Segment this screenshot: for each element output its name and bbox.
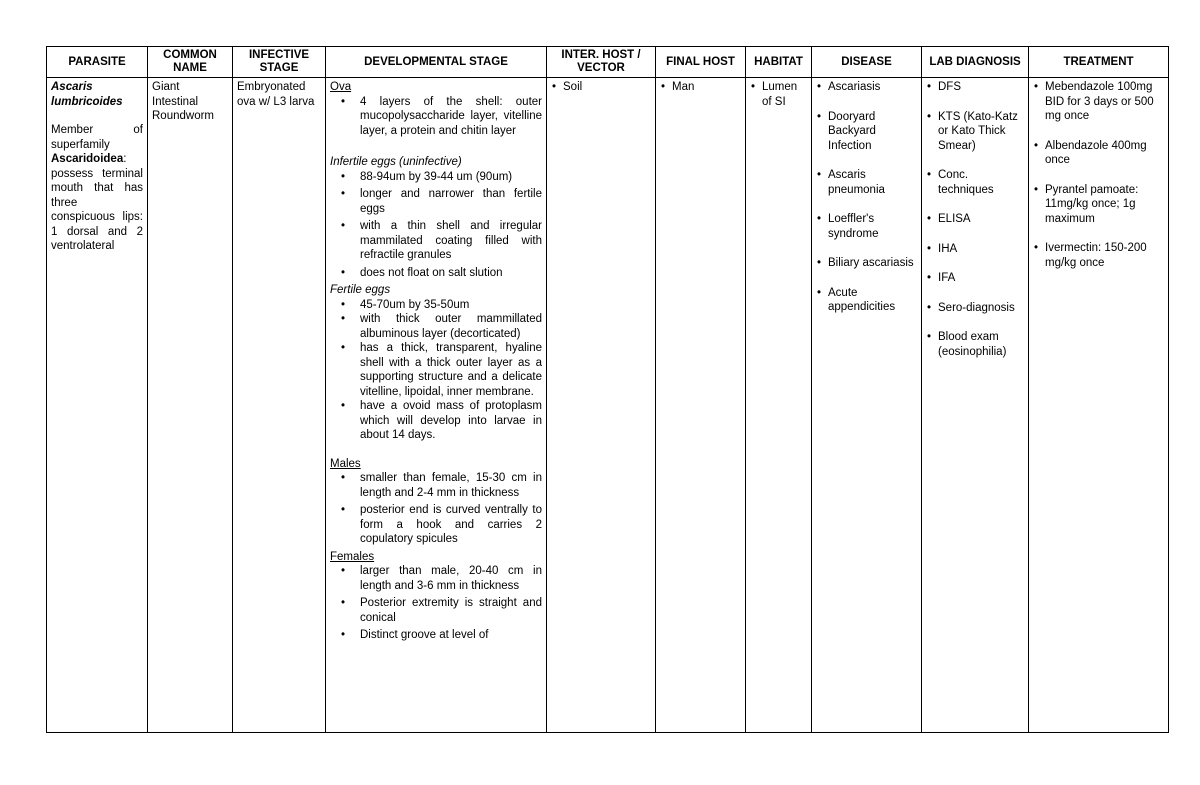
cell-infective-stage: Embryonated ova w/ L3 larva: [233, 78, 326, 733]
infertile-heading: Infertile eggs (uninfective): [330, 156, 462, 168]
fertile-heading: Fertile eggs: [330, 284, 391, 296]
header-habitat: HABITAT: [746, 47, 812, 78]
list-item: • Mebendazole 100mg BID for 3 days or 500 mg once: [1033, 80, 1164, 124]
lab-diagnosis-list: [926, 80, 1024, 359]
males-list: [340, 471, 542, 547]
list-item: • Conc. techniques: [926, 168, 1024, 197]
females-list: [340, 564, 542, 643]
list-item: • Ascariasis: [816, 80, 917, 95]
parasite-table: [46, 46, 1169, 733]
header-row: [47, 47, 1169, 78]
cell-parasite: [47, 78, 148, 733]
cell-lab-diagnosis: [922, 78, 1029, 733]
table-row: [47, 78, 1169, 733]
header-lab-diagnosis: LAB DIAGNOSIS: [922, 47, 1029, 78]
header-final-host: FINAL HOST: [656, 47, 746, 78]
list-item: • Man: [660, 80, 741, 95]
males-heading: Males: [330, 457, 361, 470]
list-item: • IHA: [926, 242, 1024, 257]
parasite-note: [51, 123, 143, 254]
cell-habitat: [746, 78, 812, 733]
ova-heading: Ova: [330, 81, 352, 93]
header-treatment: TREATMENT: [1029, 47, 1169, 78]
list-item: • with a thin shell and irregular mammilated coating filled with refractile granules: [340, 219, 542, 263]
parasite-name: Ascaris lumbricoides: [51, 81, 123, 108]
habitat-list: [750, 80, 807, 109]
ova-list: [340, 95, 542, 139]
list-item: • Lumen of SI: [750, 80, 807, 109]
list-item: • has a thick, transparent, hyaline shell with a thick outer layer as a supporting structure and a delicate vitelline, lipoidal, inner membrane.: [340, 341, 542, 399]
list-item: • Biliary ascariasis: [816, 256, 917, 271]
list-item: • Posterior extremity is straight and conical: [340, 596, 542, 625]
list-item: • 45-70um by 35-50um: [340, 298, 542, 313]
header-developmental-stage: DEVELOPMENTAL STAGE: [326, 47, 547, 78]
list-item: • posterior end is curved ventrally to form a hook and carries 2 copulatory spicules: [340, 503, 542, 547]
list-item: • Blood exam (eosinophilia): [926, 330, 1024, 359]
list-item: • have a ovoid mass of protoplasm which will develop into larvae in about 14 days.: [340, 399, 542, 443]
list-item: • Ascaris pneumonia: [816, 168, 917, 197]
list-item: • 88-94um by 39-44 um (90um): [340, 170, 542, 185]
list-item: • longer and narrower than fertile eggs: [340, 187, 542, 216]
list-item: • Ivermectin: 150-200 mg/kg once: [1033, 241, 1164, 270]
list-item: • ELISA: [926, 212, 1024, 227]
list-item: • Pyrantel pamoate: 11mg/kg once; 1g maximum: [1033, 183, 1164, 227]
header-inter-host: INTER. HOST / VECTOR: [547, 47, 656, 78]
cell-developmental-stage: [326, 78, 547, 733]
cell-treatment: [1029, 78, 1169, 733]
females-heading: Females: [330, 550, 375, 563]
list-item: • Soil: [551, 80, 651, 95]
list-item: • Dooryard Backyard Infection: [816, 110, 917, 154]
header-disease: DISEASE: [812, 47, 922, 78]
header-common-name: COMMON NAME: [148, 47, 233, 78]
cell-final-host: [656, 78, 746, 733]
cell-disease: [812, 78, 922, 733]
disease-list: [816, 80, 917, 315]
list-item: • Acute appendicities: [816, 286, 917, 315]
cell-common-name: Giant Intestinal Roundworm: [148, 78, 233, 733]
fertile-list: [340, 298, 542, 443]
list-item: • Albendazole 400mg once: [1033, 139, 1164, 168]
infertile-list: [340, 170, 542, 281]
list-item: • DFS: [926, 80, 1024, 95]
treatment-list: [1033, 80, 1164, 270]
parasite-note-prefix: Member of superfamily: [51, 124, 143, 151]
header-infective-stage: INFECTIVE STAGE: [233, 47, 326, 78]
list-item: • Distinct groove at level of: [340, 628, 542, 643]
list-item: • does not float on salt slution: [340, 266, 542, 281]
list-item: • 4 layers of the shell: outer mucopolysaccharide layer, vitelline layer, a protein and chitin layer: [340, 95, 542, 139]
header-parasite: PARASITE: [47, 47, 148, 78]
list-item: • larger than male, 20-40 cm in length and 3-6 mm in thickness: [340, 564, 542, 593]
list-item: • Sero-diagnosis: [926, 301, 1024, 316]
list-item: • IFA: [926, 271, 1024, 286]
final-host-list: [660, 80, 741, 95]
inter-host-list: [551, 80, 651, 95]
parasite-note-suffix: : possess terminal mouth that has three conspicuous lips: 1 dorsal and 2 ventrolateral: [51, 153, 143, 252]
parasite-superfamily: Ascaridoidea: [51, 153, 124, 165]
cell-inter-host: [547, 78, 656, 733]
list-item: • with thick outer mammillated albuminous layer (decorticated): [340, 312, 542, 341]
list-item: • KTS (Kato-Katz or Kato Thick Smear): [926, 110, 1024, 154]
list-item: • smaller than female, 15-30 cm in length and 2-4 mm in thickness: [340, 471, 542, 500]
list-item: • Loeffler's syndrome: [816, 212, 917, 241]
